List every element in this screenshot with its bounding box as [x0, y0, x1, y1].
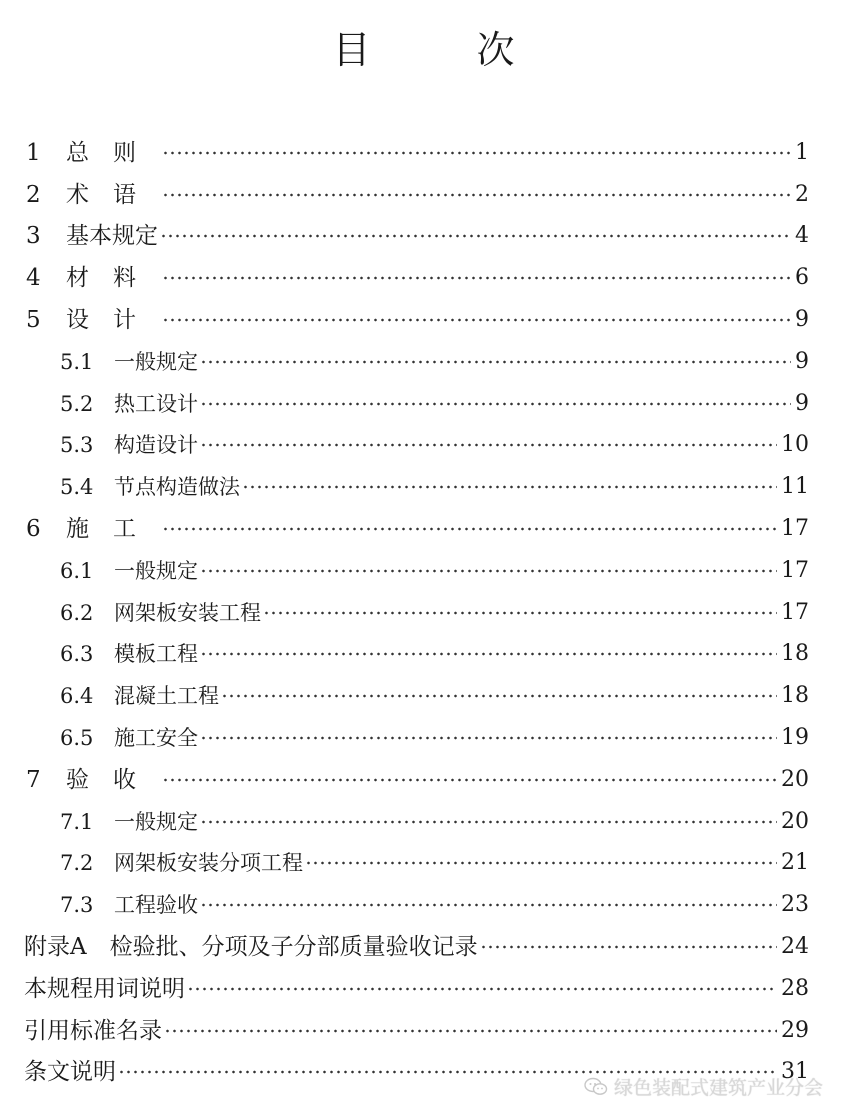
dot-leader — [160, 232, 791, 240]
toc-number: 7 — [26, 766, 41, 793]
toc-entry[interactable] — [0, 592, 847, 634]
page-title: 目 次 — [332, 28, 549, 72]
toc-number: 5.2 — [60, 391, 94, 416]
toc-entry-appendix[interactable] — [0, 926, 847, 968]
toc-label: 材料 — [66, 265, 160, 292]
toc-label: 本规程用词说明 — [24, 975, 185, 1002]
toc-entry-appendix[interactable] — [0, 968, 847, 1010]
toc-page-number: 1 — [795, 139, 809, 165]
toc-label: 一般规定 — [114, 349, 198, 374]
toc-entry[interactable] — [0, 299, 847, 341]
toc-page-number: 29 — [781, 1017, 809, 1043]
toc-label: 热工设计 — [114, 391, 198, 416]
toc-entry[interactable] — [0, 550, 847, 592]
toc-page-number: 9 — [795, 307, 809, 333]
toc-entry[interactable] — [0, 801, 847, 843]
toc-label: 模板工程 — [114, 642, 198, 667]
toc-label: 条文说明 — [24, 1059, 116, 1086]
dot-leader — [221, 692, 777, 700]
toc-page-number: 20 — [781, 808, 809, 834]
toc-entry[interactable] — [0, 132, 847, 174]
toc-entry[interactable] — [0, 843, 847, 885]
toc-page-number: 18 — [781, 641, 809, 667]
toc-page-number: 19 — [781, 725, 809, 751]
dot-leader — [187, 985, 777, 993]
toc-number: 6.1 — [60, 558, 94, 583]
toc-page-number: 31 — [781, 1059, 809, 1085]
toc-entry[interactable] — [0, 216, 847, 258]
toc-entry[interactable] — [0, 174, 847, 216]
dot-leader — [162, 525, 777, 533]
toc-label: 施工安全 — [114, 726, 198, 751]
toc-entry[interactable] — [0, 717, 847, 759]
toc-number: 3 — [26, 223, 41, 250]
toc-number: 5 — [26, 307, 41, 334]
toc-page-number: 4 — [795, 223, 809, 249]
toc-page-number: 28 — [781, 975, 809, 1001]
toc-number: 7.1 — [60, 809, 94, 834]
toc-entry[interactable] — [0, 466, 847, 508]
dot-leader — [200, 567, 777, 575]
toc-page-number: 11 — [781, 474, 809, 500]
toc-label: 一般规定 — [114, 558, 198, 583]
dot-leader — [480, 943, 777, 951]
dot-leader — [164, 1027, 777, 1035]
dot-leader — [162, 191, 791, 199]
toc-page-number: 6 — [795, 265, 809, 291]
dot-leader — [200, 358, 791, 366]
toc-entry[interactable] — [0, 634, 847, 676]
dot-leader — [162, 149, 791, 157]
toc-label: 工程验收 — [114, 893, 198, 918]
toc-number: 5.3 — [60, 433, 94, 458]
dot-leader — [162, 316, 791, 324]
toc-entry[interactable] — [0, 341, 847, 383]
toc-label: 网架板安装工程 — [114, 600, 261, 625]
toc-label: 引用标准名录 — [24, 1017, 162, 1044]
toc-label: 节点构造做法 — [114, 475, 240, 500]
toc-number: 7.2 — [60, 851, 94, 876]
toc-number: 2 — [26, 181, 41, 208]
toc-number: 6.5 — [60, 726, 94, 751]
toc-label: 一般规定 — [114, 809, 198, 834]
dot-leader — [162, 274, 791, 282]
toc-entry-appendix[interactable] — [0, 1010, 847, 1052]
toc-page-number: 2 — [795, 181, 809, 207]
dot-leader — [200, 650, 777, 658]
toc-label: 混凝土工程 — [114, 684, 219, 709]
toc-entry[interactable] — [0, 675, 847, 717]
toc-number: 4 — [26, 265, 41, 292]
toc-page-number: 24 — [781, 934, 809, 960]
toc-entry[interactable] — [0, 759, 847, 801]
toc-number: 7.3 — [60, 893, 94, 918]
toc-page-number: 20 — [781, 766, 809, 792]
dot-leader — [305, 859, 777, 867]
toc-label: 验收 — [66, 766, 160, 793]
toc-entry[interactable] — [0, 884, 847, 926]
watermark-text: 绿色装配式建筑产业分会 — [613, 1077, 823, 1099]
dot-leader — [242, 483, 777, 491]
wechat-icon — [584, 1077, 608, 1097]
dot-leader — [263, 609, 777, 617]
toc-number: 6.4 — [60, 684, 94, 709]
toc-page-number: 21 — [781, 850, 809, 876]
toc-page-number: 17 — [781, 599, 809, 625]
toc-number: 6 — [26, 516, 41, 543]
toc-label: 施工 — [66, 516, 160, 543]
toc-entry[interactable] — [0, 425, 847, 467]
toc-page-number: 9 — [795, 390, 809, 416]
toc-number: 6.2 — [60, 600, 94, 625]
dot-leader — [200, 734, 777, 742]
toc-page-number: 10 — [781, 432, 809, 458]
toc-page-number: 17 — [781, 557, 809, 583]
toc-label: 构造设计 — [114, 433, 198, 458]
toc-entry[interactable] — [0, 508, 847, 550]
dot-leader — [200, 400, 791, 408]
toc-entry[interactable] — [0, 257, 847, 299]
toc-page-number: 17 — [781, 516, 809, 542]
toc-label: 设计 — [66, 307, 160, 334]
toc-number: 6.3 — [60, 642, 94, 667]
dot-leader — [200, 441, 777, 449]
dot-leader — [162, 776, 777, 784]
toc-page-number: 23 — [781, 892, 809, 918]
toc-entry[interactable] — [0, 383, 847, 425]
toc-label: 基本规定 — [66, 223, 158, 250]
toc-number: 5.1 — [60, 349, 94, 374]
toc-label: 总则 — [66, 139, 160, 166]
dot-leader — [200, 901, 777, 909]
toc-number: 5.4 — [60, 475, 94, 500]
toc-number: 1 — [26, 139, 41, 166]
toc-label: 网架板安装分项工程 — [114, 851, 303, 876]
toc-page-number: 9 — [795, 348, 809, 374]
watermark — [584, 1073, 823, 1100]
toc-page-number: 18 — [781, 683, 809, 709]
toc-label: 附录A 检验批、分项及子分部质量验收记录 — [24, 934, 478, 961]
dot-leader — [200, 818, 777, 826]
toc-label: 术语 — [66, 181, 160, 208]
table-of-contents — [0, 132, 847, 1093]
